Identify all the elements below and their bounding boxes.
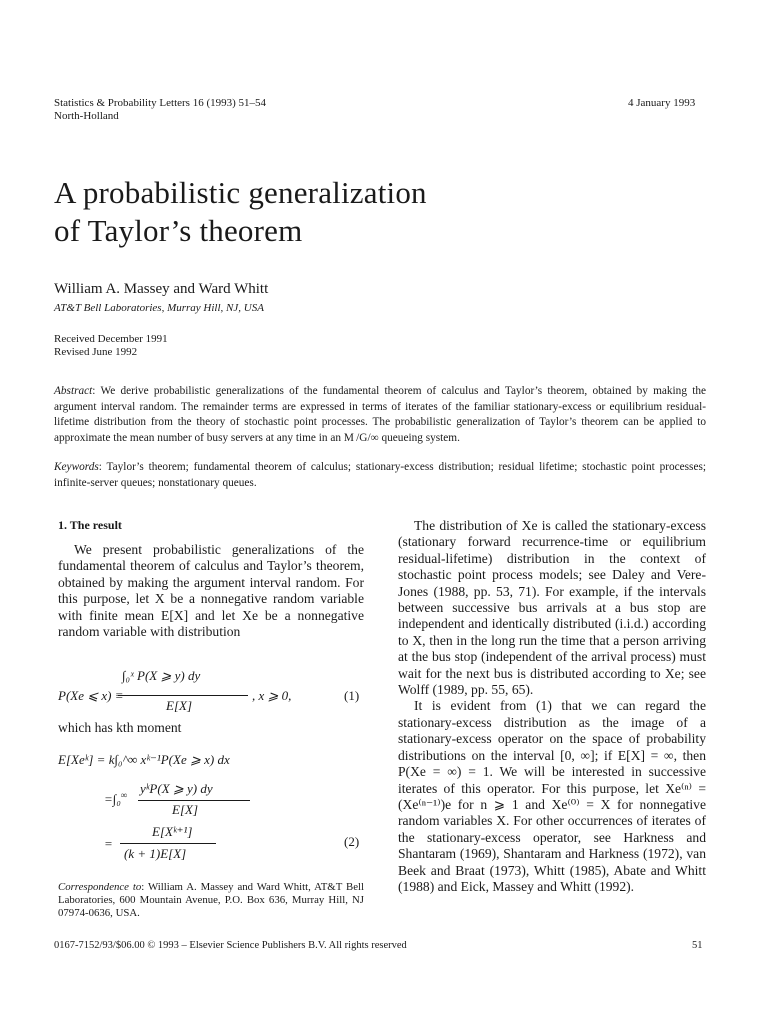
right-paragraph-1: The distribution of Xe is called the stationary-excess (stationary forward recurrence-time or equilibrium residual-lifetime) distribution in the context of stochastic point process models; see Daley and Vere-Jones (1988, pp. 53, 71). For example, if the intervals between successive bus arrivals at a bus stop are independent and identically distributed (i.i.d.) according to X, then in the long run the time that a person arriving at the bus stop (independent of the arrival process) must wait for the next bus is distributed according to Xe; see Wolff (1989, pp. 55, 65). <box>398 518 706 698</box>
moment-text: which has kth moment <box>58 720 182 735</box>
eq2-numerator-2: yᵏP(X ⩾ y) dy <box>140 781 213 796</box>
keywords <box>54 460 706 491</box>
abstract-text: : We derive probabilistic generalizations of the fundamental theorem of calculus and Taylor’s theorem, obtained by making the argument interval random. The remainder terms are expressed in terms of iterates of the familiar stationary-excess or equilibrium residual-lifetime distribution from the theory of stochastic point processes. The probabilistic generalization of Taylor’s theorem can be applied to approximate the mean number of busy servers at any time in an M /G/∞ queueing system. <box>54 385 706 444</box>
eq1-number: (1) <box>344 688 360 703</box>
revised-date: Revised June 1992 <box>54 346 138 358</box>
eq1-condition: , x ⩾ 0, <box>252 688 292 703</box>
eq1-numerator: ∫₀ˣ P(X ⩾ y) dy <box>122 668 201 683</box>
eq1-lhs: P(Xe ⩽ x) ≡ <box>58 688 124 703</box>
received-date: Received December 1991 <box>54 333 168 345</box>
eq2-denominator-3: (k + 1)E[X] <box>124 846 187 861</box>
abstract <box>54 384 706 446</box>
title-line-2: of Taylor’s theorem <box>54 213 303 248</box>
copyright-line: 0167-7152/93/$06.00 © 1993 – Elsevier Science Publishers B.V. All rights reserved <box>54 940 407 951</box>
eq2-line-1: E[Xeᵏ] = k∫₀^∞ xᵏ⁻¹P(Xe ⩾ x) dx <box>58 752 230 767</box>
correspondence-text: : William A. Massey and Ward Whitt, AT&T Bell Laboratories, 600 Mountain Avenue, P.O. Box 636, Murray Hill, NJ 07974-0636, USA. <box>58 881 364 919</box>
eq1-fraction-bar <box>118 695 248 696</box>
eq2-equals-3: = <box>104 836 113 851</box>
page-number: 51 <box>692 940 703 951</box>
eq2-fraction-bar-3 <box>120 843 216 844</box>
abstract-label: Abstract <box>54 385 93 397</box>
affiliation: AT&T Bell Laboratories, Murray Hill, NJ, USA <box>54 302 264 314</box>
eq2-number: (2) <box>344 834 360 849</box>
eq2-numerator-3: E[Xᵏ⁺¹] <box>152 824 193 839</box>
section-heading: 1. The result <box>58 518 122 532</box>
eq1-denominator: E[X] <box>166 698 192 713</box>
section-paragraph: We present probabilistic generalizations of the fundamental theorem of calculus and Taylor’s theorem, obtained by making the argument interval random. For this purpose, let X be a nonnegative random variable with finite mean E[X] and let Xe be a nonnegative random variable with distribution <box>58 542 364 640</box>
authors: William A. Massey and Ward Whitt <box>54 281 269 297</box>
eq2-fraction-bar-2 <box>138 800 250 801</box>
issue-date: 4 January 1993 <box>628 97 696 109</box>
correspondence-label: Correspondence to <box>58 881 142 893</box>
article-title <box>54 174 427 250</box>
keywords-text: : Taylor’s theorem; fundamental theorem of calculus; stationary-excess distribution; residual lifetime; stochastic point processes; infinite-server queues; nonstationary queues. <box>54 461 706 489</box>
correspondence-note <box>58 881 364 920</box>
keywords-label: Keywords <box>54 461 99 473</box>
right-paragraph-2: It is evident from (1) that we can regard the stationary-excess distribution as the image of a stationary-excess operator on the space of probability distributions on the interval [0, ∞]; if E[X] = ∞, then P(Xe = ∞) = 1. We will be interested in successive iterates of this operator. For this purpose, let Xe⁽ⁿ⁾ = (Xe⁽ⁿ⁻¹⁾)e for n ⩾ 1 and Xe⁽⁰⁾ = X for nonnegative random variables X. For other occurrences of iterates of the stationary-excess operator, see Harkness and Shantaram (1969), Shantaram and Harkness (1972), van Beek and Braat (1973), Whitt (1985), Abate and Whitt (1988) and Eick, Massey and Whitt (1992). <box>398 698 706 894</box>
title-line-1: A probabilistic generalization <box>54 175 427 210</box>
eq2-denominator-2: E[X] <box>172 802 198 817</box>
publisher: North-Holland <box>54 110 119 122</box>
eq2-equals-2: =∫₀∞ <box>104 790 128 807</box>
journal-citation: Statistics & Probability Letters 16 (1993) 51–54 <box>54 97 267 109</box>
